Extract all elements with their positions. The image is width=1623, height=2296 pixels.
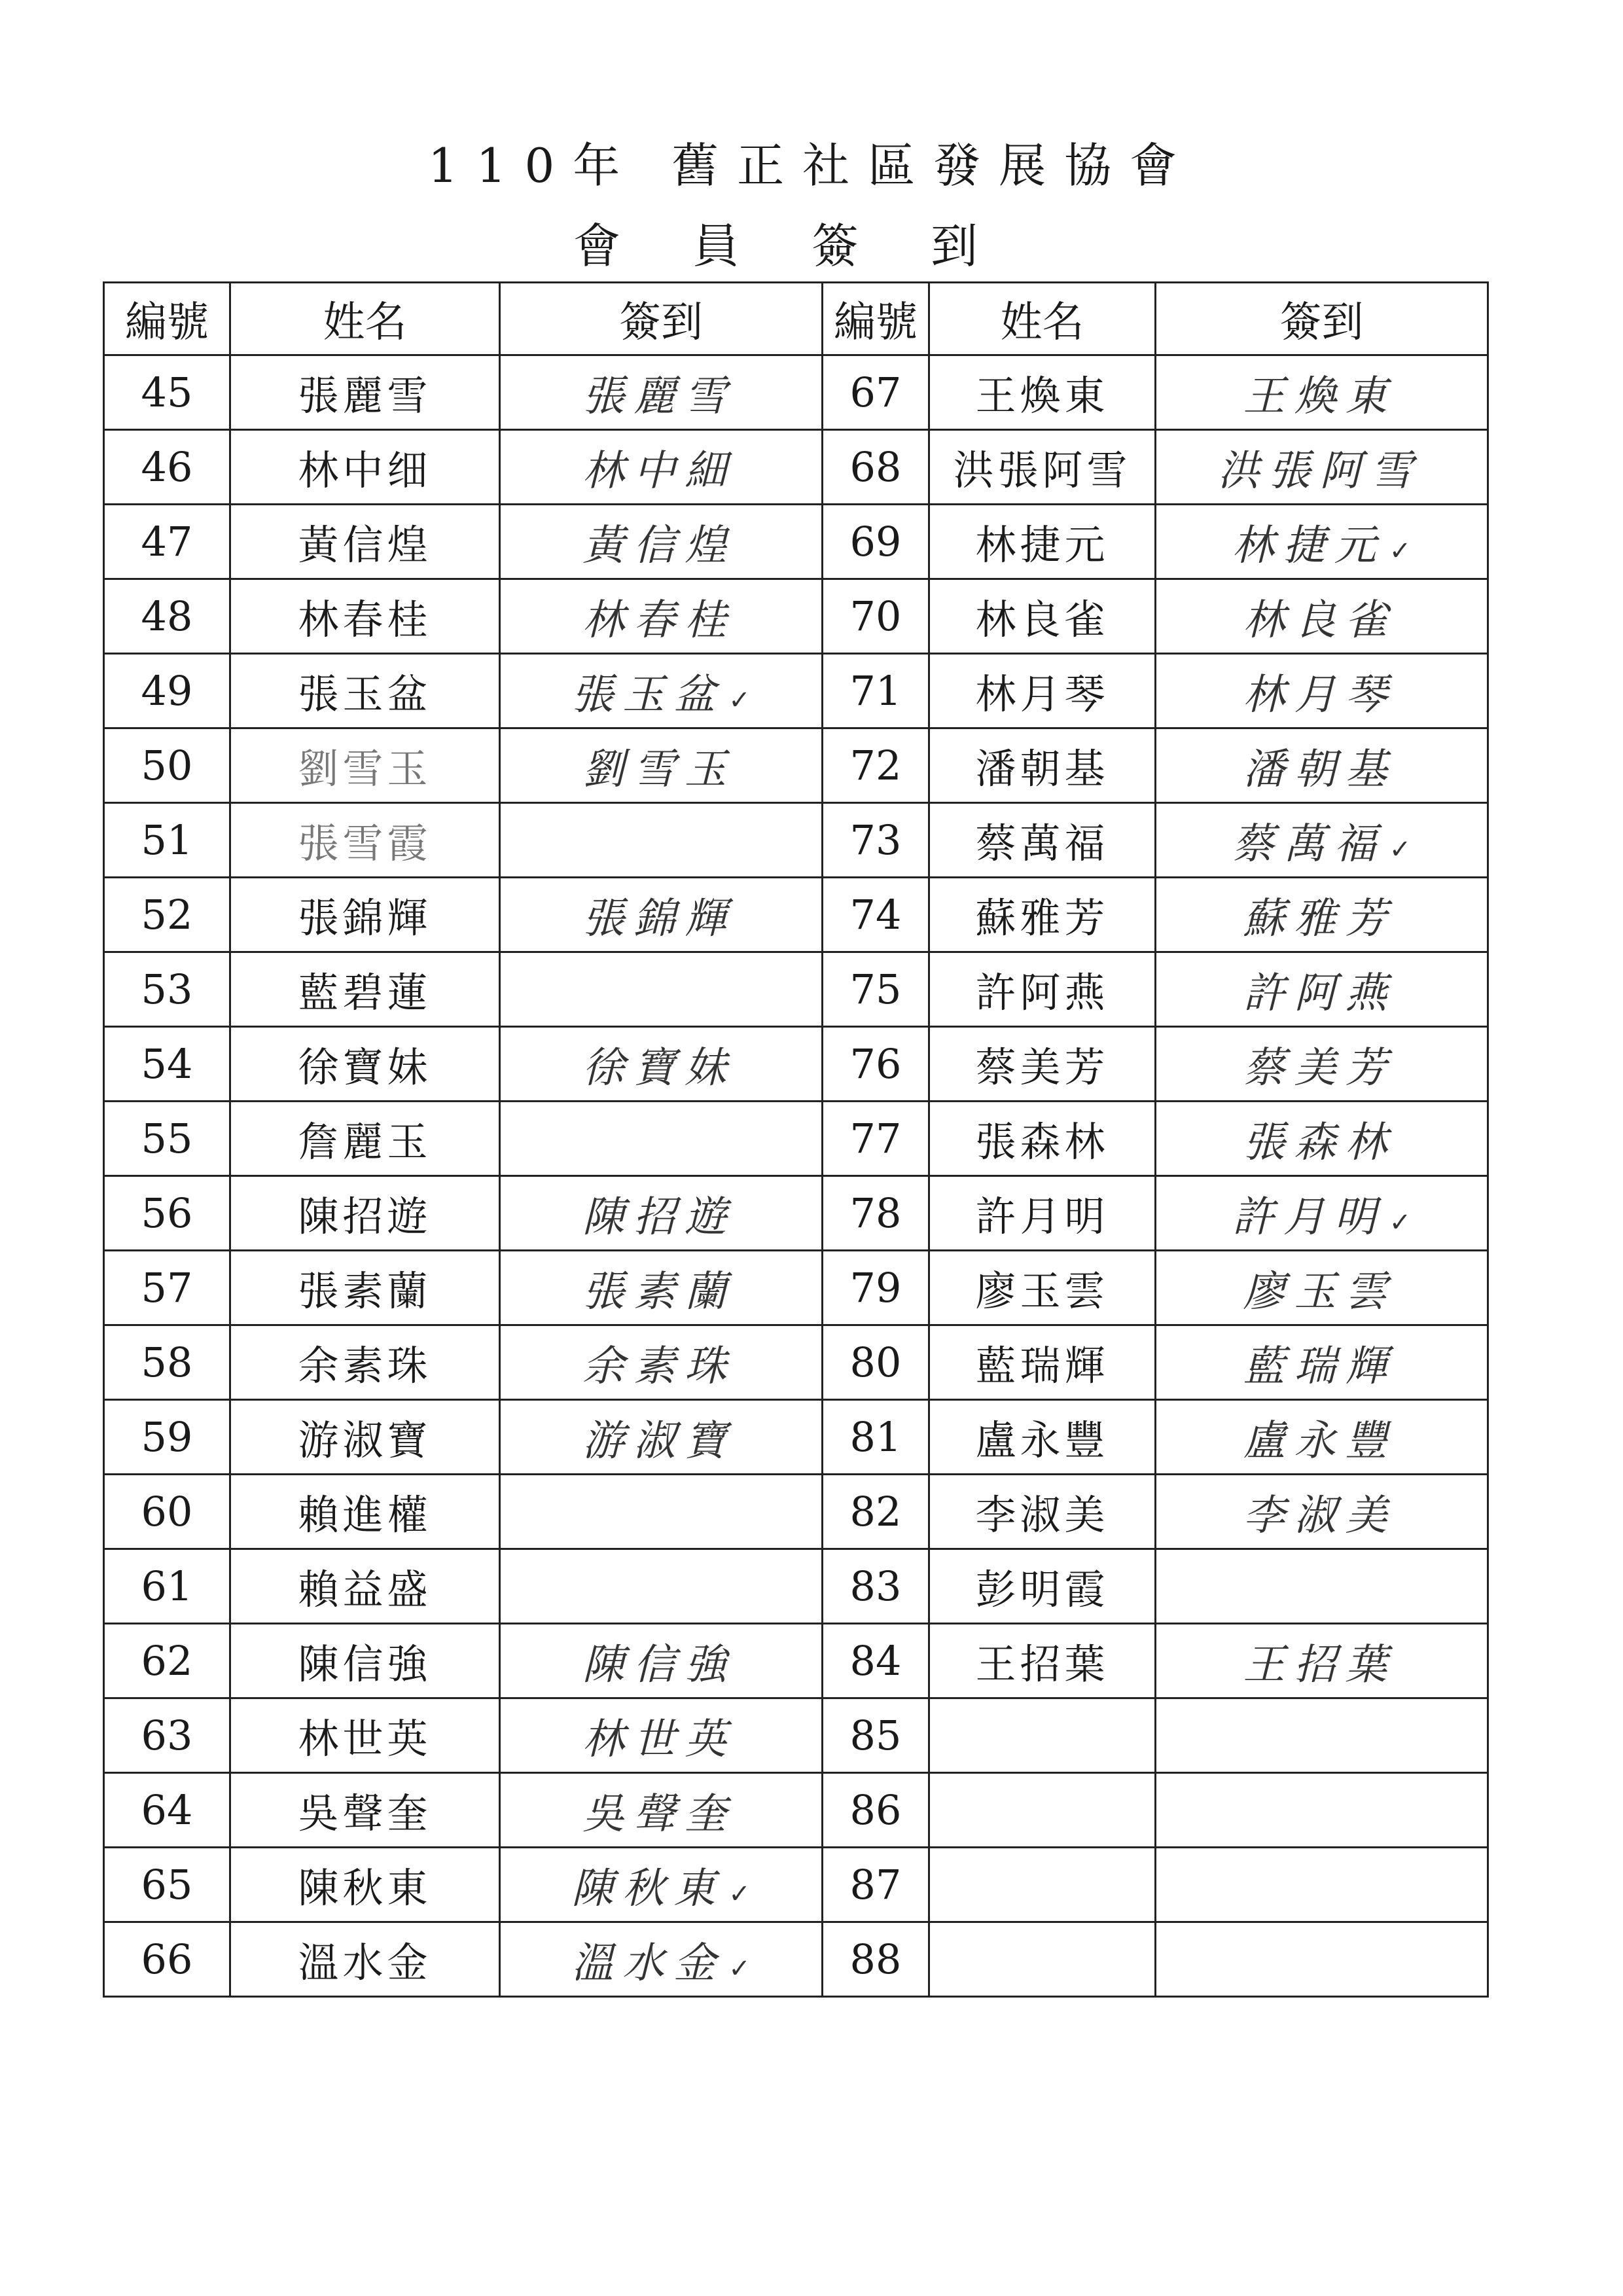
member-name: 許阿燕	[929, 952, 1156, 1027]
header-name-left: 姓名	[230, 283, 500, 355]
check-mark-icon: ✓	[1389, 1207, 1412, 1238]
member-name: 陳招遊	[230, 1176, 500, 1251]
signature-cell	[1156, 355, 1488, 430]
member-number: 78	[823, 1176, 929, 1251]
member-name: 張錦輝	[230, 878, 500, 952]
member-name	[929, 1698, 1156, 1773]
member-name: 張雪霞	[230, 803, 500, 878]
handwritten-signature: 張麗雪	[582, 372, 736, 421]
handwritten-signature: 林世英	[582, 1715, 736, 1764]
member-number: 82	[823, 1475, 929, 1549]
member-number: 75	[823, 952, 929, 1027]
member-number: 73	[823, 803, 929, 878]
signature-cell	[500, 1251, 823, 1325]
member-name: 賴進權	[230, 1475, 500, 1549]
handwritten-signature: 蔡美芳	[1243, 1043, 1397, 1092]
signature-cell	[1156, 579, 1488, 654]
document-title: 110年 舊正社區發展協會	[427, 138, 1196, 193]
signature-cell	[500, 1027, 823, 1102]
member-name: 林月琴	[929, 654, 1156, 728]
handwritten-signature: 林月琴	[1243, 670, 1397, 719]
signature-cell	[500, 1400, 823, 1475]
handwritten-signature: 張森林	[1243, 1118, 1397, 1167]
table-row	[104, 1027, 1488, 1102]
member-name	[929, 1922, 1156, 1997]
member-number: 79	[823, 1251, 929, 1325]
handwritten-signature: 吳聲奎	[582, 1789, 736, 1839]
member-name: 游淑寶	[230, 1400, 500, 1475]
member-name: 林捷元	[929, 505, 1156, 579]
member-number: 55	[104, 1102, 230, 1176]
member-number: 63	[104, 1698, 230, 1773]
handwritten-signature: 林良雀	[1243, 596, 1397, 645]
table-row	[104, 803, 1488, 878]
handwritten-signature: 張玉盆	[571, 670, 725, 719]
member-name: 盧永豐	[929, 1400, 1156, 1475]
signature-cell	[500, 1102, 823, 1176]
member-number: 68	[823, 430, 929, 505]
member-number: 77	[823, 1102, 929, 1176]
member-number: 45	[104, 355, 230, 430]
member-number: 49	[104, 654, 230, 728]
member-number: 64	[104, 1773, 230, 1848]
member-number: 76	[823, 1027, 929, 1102]
signature-cell	[1156, 1325, 1488, 1400]
member-name: 劉雪玉	[230, 728, 500, 803]
signature-cell	[1156, 1251, 1488, 1325]
member-name: 王煥東	[929, 355, 1156, 430]
member-name	[929, 1848, 1156, 1922]
member-name: 徐寶妹	[230, 1027, 500, 1102]
table-row	[104, 1400, 1488, 1475]
table-row	[104, 1922, 1488, 1997]
handwritten-signature: 盧永豐	[1243, 1416, 1397, 1465]
member-number: 58	[104, 1325, 230, 1400]
signature-cell	[500, 1848, 823, 1922]
member-name: 陳信強	[230, 1624, 500, 1698]
member-name: 陳秋東	[230, 1848, 500, 1922]
member-number: 87	[823, 1848, 929, 1922]
member-number: 61	[104, 1549, 230, 1624]
table-row	[104, 430, 1488, 505]
signature-cell	[500, 654, 823, 728]
member-number: 70	[823, 579, 929, 654]
handwritten-signature: 許阿燕	[1243, 969, 1397, 1018]
table-row	[104, 878, 1488, 952]
member-number: 59	[104, 1400, 230, 1475]
table-row	[104, 952, 1488, 1027]
signature-cell	[500, 878, 823, 952]
handwritten-signature: 余素珠	[582, 1342, 736, 1391]
table-row	[104, 1325, 1488, 1400]
handwritten-signature: 潘朝基	[1243, 745, 1397, 794]
handwritten-signature: 蔡萬福	[1232, 819, 1385, 869]
signature-cell	[500, 579, 823, 654]
handwritten-signature: 徐寶妹	[582, 1043, 736, 1092]
member-name: 潘朝基	[929, 728, 1156, 803]
signature-cell	[1156, 1176, 1488, 1251]
check-mark-icon: ✓	[728, 1878, 751, 1909]
member-number: 86	[823, 1773, 929, 1848]
member-name: 李淑美	[929, 1475, 1156, 1549]
member-name: 王招葉	[929, 1624, 1156, 1698]
table-row	[104, 1102, 1488, 1176]
table-row	[104, 1848, 1488, 1922]
table-row	[104, 728, 1488, 803]
member-name: 張素蘭	[230, 1251, 500, 1325]
table-row	[104, 505, 1488, 579]
member-number: 52	[104, 878, 230, 952]
member-number: 88	[823, 1922, 929, 1997]
member-name: 林中细	[230, 430, 500, 505]
member-number: 47	[104, 505, 230, 579]
member-name: 洪張阿雪	[929, 430, 1156, 505]
member-number: 46	[104, 430, 230, 505]
signature-cell	[1156, 952, 1488, 1027]
signature-cell	[500, 803, 823, 878]
check-mark-icon: ✓	[728, 685, 751, 715]
table-row	[104, 1176, 1488, 1251]
handwritten-signature: 陳信強	[582, 1640, 736, 1689]
header-number-right: 編號	[823, 283, 929, 355]
member-name: 賴益盛	[230, 1549, 500, 1624]
check-mark-icon: ✓	[728, 1953, 751, 1984]
signature-cell	[500, 505, 823, 579]
member-name: 藍瑞輝	[929, 1325, 1156, 1400]
table-row	[104, 355, 1488, 430]
table-row	[104, 1773, 1488, 1848]
signature-cell	[500, 1624, 823, 1698]
signature-cell	[1156, 1027, 1488, 1102]
handwritten-signature: 李淑美	[1243, 1491, 1397, 1540]
signature-cell	[500, 952, 823, 1027]
member-number: 85	[823, 1698, 929, 1773]
signature-cell	[1156, 505, 1488, 579]
table-row	[104, 654, 1488, 728]
header-name-right: 姓名	[929, 283, 1156, 355]
member-name: 蔡美芳	[929, 1027, 1156, 1102]
signature-cell	[1156, 430, 1488, 505]
signature-cell	[500, 1922, 823, 1997]
member-number: 72	[823, 728, 929, 803]
table-row	[104, 1251, 1488, 1325]
signature-cell	[1156, 1922, 1488, 1997]
member-number: 74	[823, 878, 929, 952]
member-name: 張森林	[929, 1102, 1156, 1176]
handwritten-signature: 蘇雅芳	[1243, 894, 1397, 943]
signature-cell	[1156, 1102, 1488, 1176]
signature-cell	[1156, 1773, 1488, 1848]
signature-cell	[500, 1698, 823, 1773]
handwritten-signature: 林捷元	[1232, 521, 1385, 570]
handwritten-signature: 藍瑞輝	[1243, 1342, 1397, 1391]
signature-cell	[1156, 1624, 1488, 1698]
member-name: 蔡萬福	[929, 803, 1156, 878]
member-number: 48	[104, 579, 230, 654]
member-number: 81	[823, 1400, 929, 1475]
handwritten-signature: 陳招遊	[582, 1193, 736, 1242]
signature-cell	[500, 430, 823, 505]
member-name: 林世英	[230, 1698, 500, 1773]
handwritten-signature: 張素蘭	[582, 1267, 736, 1316]
table-body	[104, 355, 1488, 1997]
signature-cell	[500, 1773, 823, 1848]
signature-cell	[500, 1176, 823, 1251]
member-name: 林良雀	[929, 579, 1156, 654]
handwritten-signature: 陳秋東	[571, 1864, 725, 1913]
check-mark-icon: ✓	[1389, 535, 1412, 566]
signature-cell	[500, 1325, 823, 1400]
handwritten-signature: 許月明	[1232, 1193, 1385, 1242]
member-number: 66	[104, 1922, 230, 1997]
member-name: 詹麗玉	[230, 1102, 500, 1176]
header-number-left: 編號	[104, 283, 230, 355]
handwritten-signature: 王招葉	[1243, 1640, 1397, 1689]
member-name	[929, 1773, 1156, 1848]
member-name: 蘇雅芳	[929, 878, 1156, 952]
member-name: 林春桂	[230, 579, 500, 654]
handwritten-signature: 游淑寶	[582, 1416, 736, 1465]
signature-cell	[500, 355, 823, 430]
handwritten-signature: 林中細	[582, 446, 736, 495]
member-name: 張麗雪	[230, 355, 500, 430]
member-number: 60	[104, 1475, 230, 1549]
member-number: 51	[104, 803, 230, 878]
attendance-table	[103, 281, 1489, 1998]
signature-cell	[1156, 878, 1488, 952]
handwritten-signature: 洪張阿雪	[1217, 446, 1422, 495]
member-name: 許月明	[929, 1176, 1156, 1251]
signature-cell	[1156, 1400, 1488, 1475]
document-subtitle: 會員簽到	[573, 219, 1050, 274]
handwritten-signature: 張錦輝	[582, 894, 736, 943]
signature-cell	[1156, 1549, 1488, 1624]
member-number: 67	[823, 355, 929, 430]
signature-cell	[500, 1549, 823, 1624]
handwritten-signature: 溫水金	[571, 1939, 725, 1988]
table-row	[104, 1549, 1488, 1624]
handwritten-signature: 黃信煌	[582, 521, 736, 570]
handwritten-signature: 劉雪玉	[582, 745, 736, 794]
member-name: 溫水金	[230, 1922, 500, 1997]
member-number: 71	[823, 654, 929, 728]
table-row	[104, 1475, 1488, 1549]
member-name: 吳聲奎	[230, 1773, 500, 1848]
member-number: 50	[104, 728, 230, 803]
member-number: 80	[823, 1325, 929, 1400]
table-row	[104, 1624, 1488, 1698]
member-number: 62	[104, 1624, 230, 1698]
header-sign-left: 簽到	[500, 283, 823, 355]
handwritten-signature: 廖玉雲	[1243, 1267, 1397, 1316]
signature-cell	[500, 1475, 823, 1549]
signature-cell	[500, 728, 823, 803]
check-mark-icon: ✓	[1389, 834, 1412, 865]
header-sign-right: 簽到	[1156, 283, 1488, 355]
table-row	[104, 579, 1488, 654]
signature-cell	[1156, 654, 1488, 728]
member-number: 54	[104, 1027, 230, 1102]
member-number: 83	[823, 1549, 929, 1624]
signature-cell	[1156, 1848, 1488, 1922]
member-name: 張玉盆	[230, 654, 500, 728]
member-number: 57	[104, 1251, 230, 1325]
member-number: 56	[104, 1176, 230, 1251]
handwritten-signature: 王煥東	[1243, 372, 1397, 421]
member-number: 53	[104, 952, 230, 1027]
member-number: 84	[823, 1624, 929, 1698]
signature-cell	[1156, 1475, 1488, 1549]
member-name: 黃信煌	[230, 505, 500, 579]
table-row	[104, 1698, 1488, 1773]
member-name: 藍碧蓮	[230, 952, 500, 1027]
member-name: 彭明霞	[929, 1549, 1156, 1624]
member-number: 69	[823, 505, 929, 579]
header-row	[104, 283, 1488, 355]
handwritten-signature: 林春桂	[582, 596, 736, 645]
member-name: 廖玉雲	[929, 1251, 1156, 1325]
member-number: 65	[104, 1848, 230, 1922]
signature-cell	[1156, 728, 1488, 803]
signature-cell	[1156, 1698, 1488, 1773]
signature-cell	[1156, 803, 1488, 878]
member-name: 余素珠	[230, 1325, 500, 1400]
